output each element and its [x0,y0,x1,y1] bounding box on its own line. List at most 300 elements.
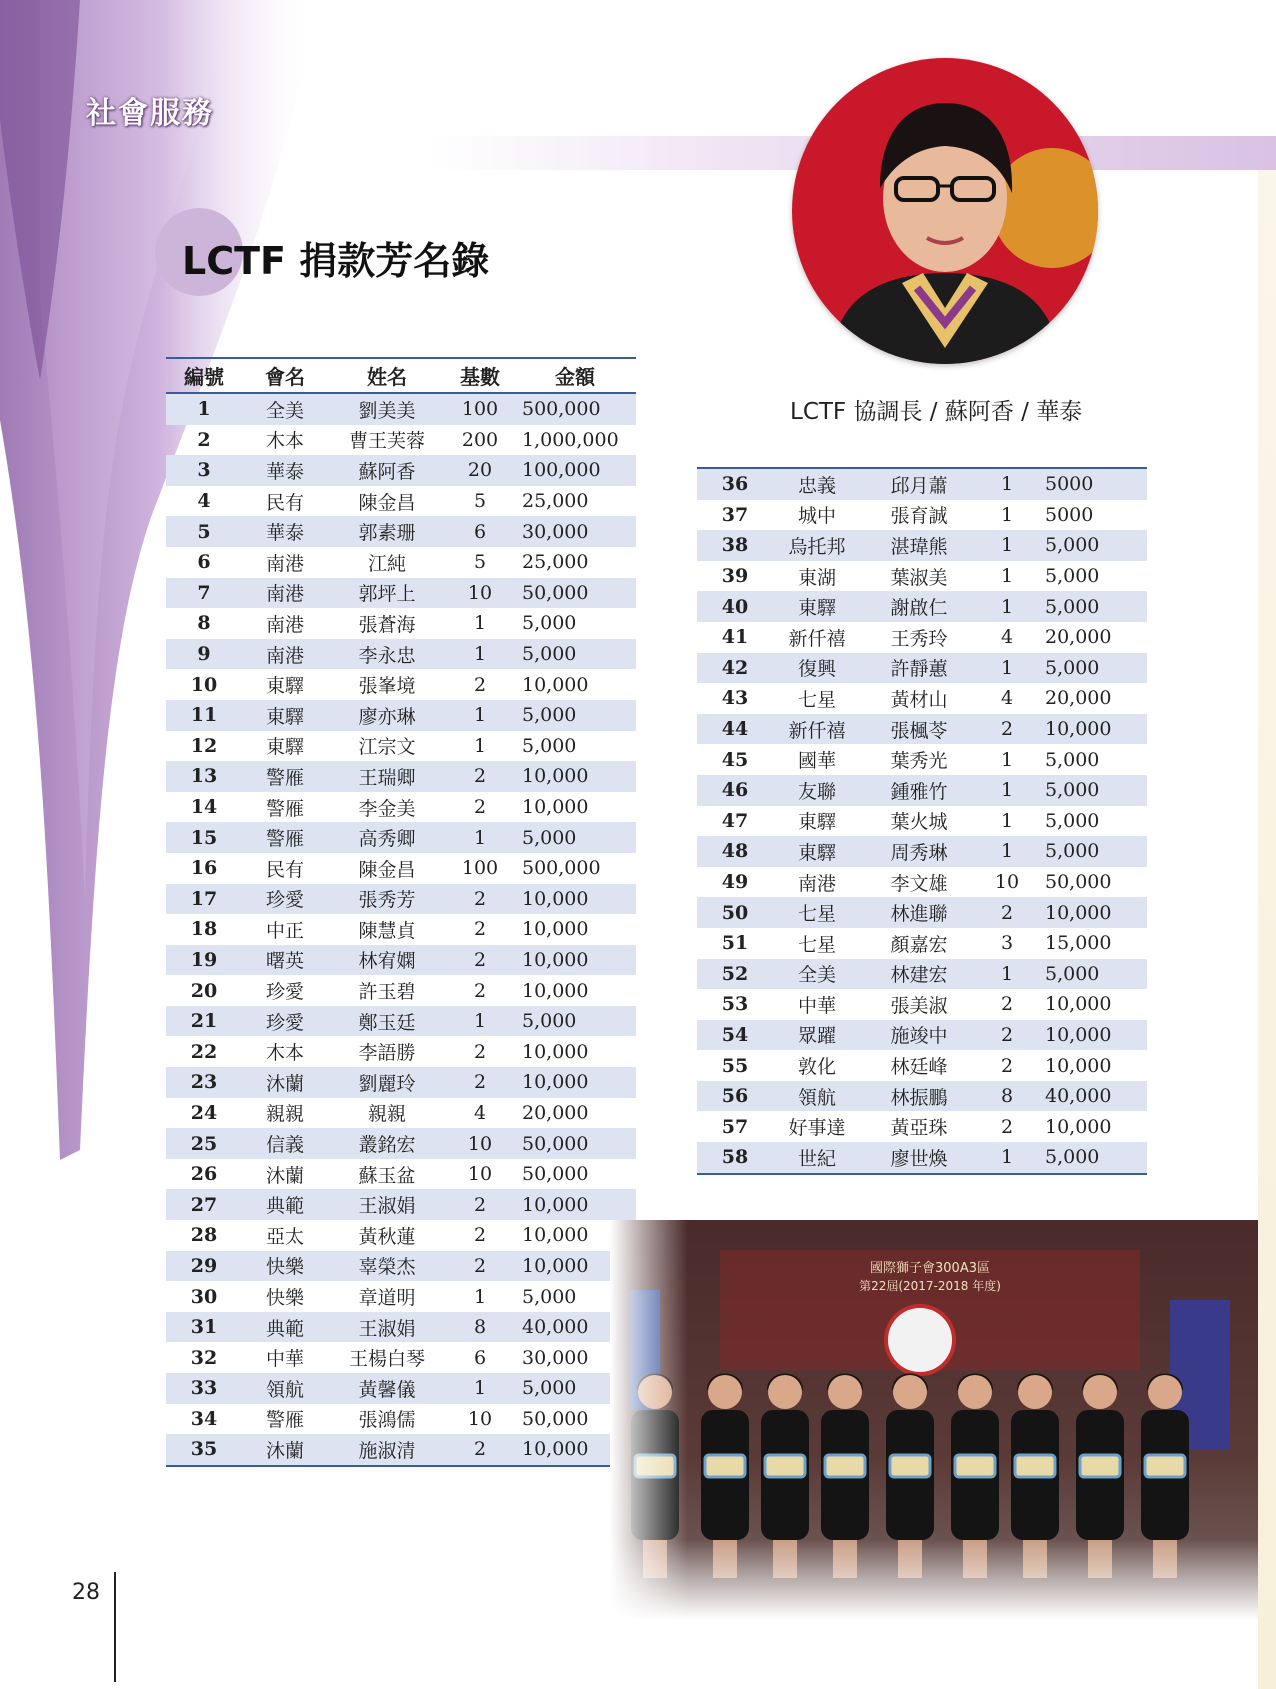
donor-name: 劉麗玲 [358,1072,416,1095]
units: 2 [473,979,487,1002]
row-number: 42 [721,656,749,679]
donor-name: 李永忠 [358,644,416,667]
row-number: 52 [721,962,749,985]
coordinator-portrait [792,58,1098,364]
units: 2 [1000,901,1014,924]
club-name: 珍愛 [265,1011,304,1034]
donor-name: 張楓苓 [890,719,948,742]
row-number: 7 [197,581,211,604]
units: 1 [1000,962,1014,985]
club-name: 沐蘭 [265,1439,304,1462]
club-name: 警雁 [265,828,304,851]
units: 2 [473,1254,487,1277]
amount: 5,000 [1045,595,1100,618]
club-name: 典範 [265,1195,304,1218]
units: 2 [1000,1115,1014,1138]
table-row [166,578,636,609]
donor-name: 王淑娟 [358,1195,416,1218]
donor-name: 張鴻儒 [358,1409,416,1432]
amount: 5,000 [522,1285,577,1308]
donor-name: 廖世煥 [890,1147,948,1170]
amount: 5,000 [1045,962,1100,985]
table-row [166,1006,636,1037]
amount: 10,000 [522,1224,589,1247]
donor-name: 黃秋蓮 [358,1225,416,1248]
column-header: 編號 [184,365,224,389]
row-number: 15 [190,826,218,849]
units: 1 [473,643,487,666]
table-row [166,608,636,639]
row-number: 37 [721,503,749,526]
row-number: 5 [197,520,211,543]
club-name: 木本 [265,1042,304,1065]
club-name: 全美 [265,399,304,422]
units: 1 [473,1010,487,1033]
units: 1 [1000,595,1014,618]
table-row [166,547,636,578]
row-number: 14 [190,796,218,819]
donor-name: 陳金昌 [358,491,416,514]
donor-name: 劉美美 [358,399,416,422]
amount: 10,000 [1045,718,1112,741]
donor-name: 曹王芙蓉 [348,430,425,453]
table-row [697,989,1147,1020]
column-header: 基數 [460,365,500,389]
club-name: 南港 [265,644,304,667]
donor-name: 廖亦琳 [358,705,416,728]
amount: 5,000 [1045,565,1100,588]
table-row [697,836,1147,867]
units: 2 [1000,718,1014,741]
amount: 10,000 [522,673,589,696]
club-name: 中華 [797,994,836,1017]
club-name: 全美 [797,964,836,987]
donor-name: 李金美 [358,797,416,820]
table-row [697,591,1147,622]
table-row [166,1434,636,1466]
row-number: 47 [721,809,749,832]
units: 10 [467,1407,493,1430]
row-number: 27 [190,1193,218,1216]
club-name: 世紀 [797,1147,836,1170]
donor-name: 邱月蕭 [890,474,948,497]
table-row [697,530,1147,561]
row-number: 51 [721,932,749,955]
donor-name: 許玉碧 [358,981,416,1004]
units: 8 [1000,1085,1014,1108]
amount: 10,000 [522,765,589,788]
amount: 5,000 [1045,748,1100,771]
table-row [166,1251,636,1282]
donor-name: 林進聯 [890,903,948,926]
club-name: 警雁 [265,766,304,789]
row-number: 26 [190,1163,218,1186]
club-name: 警雁 [265,1409,304,1432]
amount: 10,000 [522,887,589,910]
units: 100 [461,857,499,880]
club-name: 東驛 [797,841,836,864]
units: 1 [473,1285,487,1308]
amount: 40,000 [1045,1085,1112,1108]
club-name: 快樂 [265,1287,304,1310]
donor-table-right [697,467,1147,1175]
table-row [166,1189,636,1220]
column-header: 會名 [265,365,305,389]
club-name: 新仟禧 [788,719,846,742]
row-number: 38 [721,534,749,557]
row-number: 35 [190,1438,218,1461]
units: 1 [473,704,487,727]
units: 2 [473,1040,487,1063]
amount: 5,000 [522,1377,577,1400]
club-name: 南港 [265,613,304,636]
units: 2 [473,673,487,696]
table-row [697,683,1147,714]
row-number: 41 [721,626,749,649]
table-row [166,1159,636,1190]
club-name: 國華 [797,750,836,773]
donor-name: 郭坪上 [358,583,416,606]
table-row [697,959,1147,990]
row-number: 13 [190,765,218,788]
units: 4 [473,1101,487,1124]
table-row [697,622,1147,653]
amount: 30,000 [522,1346,589,1369]
club-name: 七星 [797,903,836,926]
row-number: 11 [190,704,218,727]
amount: 5,000 [522,704,577,727]
row-number: 18 [190,918,218,941]
table-row [697,468,1147,500]
units: 3 [1000,932,1014,955]
units: 5 [473,551,487,574]
donor-name: 鄭玉廷 [358,1011,416,1034]
table-row [697,500,1147,531]
page-number-rule [114,1572,116,1682]
club-name: 民有 [265,491,304,514]
club-name: 曙英 [265,950,304,973]
table-row [166,1404,636,1435]
donor-name: 王楊白琴 [348,1348,425,1371]
club-name: 領航 [265,1378,304,1401]
table-row [166,1342,636,1373]
amount: 50,000 [522,1407,589,1430]
row-number: 54 [721,1023,749,1046]
row-number: 30 [190,1285,218,1308]
row-number: 56 [721,1085,749,1108]
donor-name: 周秀琳 [890,841,948,864]
donor-name: 施淑清 [358,1439,416,1462]
row-number: 19 [190,948,218,971]
units: 2 [473,948,487,971]
donor-name: 林建宏 [890,964,948,987]
amount: 5000 [1045,503,1094,526]
row-number: 36 [721,473,749,496]
row-number: 53 [721,993,749,1016]
donor-name: 蘇玉盆 [358,1164,416,1187]
club-name: 中華 [265,1348,304,1371]
group-photo [610,1220,1258,1620]
row-number: 40 [721,595,749,618]
club-name: 南港 [797,872,836,895]
units: 1 [473,612,487,635]
units: 1 [1000,748,1014,771]
units: 1 [473,1377,487,1400]
table-row [697,744,1147,775]
amount: 10,000 [522,979,589,1002]
club-name: 城中 [797,505,836,528]
amount: 5,000 [522,826,577,849]
club-name: 東驛 [265,675,304,698]
club-name: 中正 [265,919,304,942]
units: 10 [467,1132,493,1155]
table-row [697,775,1147,806]
units: 1 [1000,779,1014,802]
amount: 50,000 [522,1163,589,1186]
table-row [166,914,636,945]
units: 1 [1000,473,1014,496]
amount: 10,000 [522,918,589,941]
table-row [166,1281,636,1312]
table-row [166,731,636,762]
units: 1 [473,734,487,757]
table-row [166,1036,636,1067]
amount: 25,000 [522,551,589,574]
club-name: 警雁 [265,797,304,820]
club-name: 木本 [265,430,304,453]
donor-name: 葉火城 [890,811,948,834]
donor-name: 陳慧貞 [358,919,416,942]
amount: 40,000 [522,1316,589,1339]
donor-name: 辜榮杰 [358,1256,416,1279]
amount: 5,000 [1045,1146,1100,1169]
donor-name: 黃馨儀 [358,1378,416,1401]
amount: 30,000 [522,520,589,543]
donor-name: 江純 [367,552,406,575]
donor-name: 李語勝 [358,1042,416,1065]
amount: 5000 [1045,473,1094,496]
donor-name: 黃亞珠 [890,1117,948,1140]
row-number: 24 [190,1101,218,1124]
row-number: 21 [190,1010,218,1033]
donor-name: 親親 [367,1103,406,1126]
table-row [166,792,636,823]
donor-name: 叢銘宏 [358,1134,416,1157]
row-number: 25 [190,1132,218,1155]
donor-name: 張秀芳 [358,889,416,912]
club-name: 珍愛 [265,981,304,1004]
amount: 10,000 [1045,993,1112,1016]
units: 1 [1000,565,1014,588]
table-row [166,425,636,456]
club-name: 好事達 [788,1117,846,1140]
club-name: 領航 [797,1086,836,1109]
amount: 10,000 [522,1254,589,1277]
amount: 5,000 [1045,656,1100,679]
amount: 5,000 [1045,534,1100,557]
table-row [697,897,1147,928]
donor-name: 黃材山 [890,688,948,711]
club-name: 信義 [265,1134,304,1157]
table-row [166,455,636,486]
units: 2 [1000,1023,1014,1046]
amount: 5,000 [522,643,577,666]
amount: 10,000 [522,948,589,971]
row-number: 23 [190,1071,218,1094]
club-name: 東驛 [265,736,304,759]
club-name: 華泰 [265,460,304,483]
row-number: 8 [197,612,211,635]
units: 2 [473,796,487,819]
units: 10 [994,871,1020,894]
club-name: 眾躍 [797,1025,836,1048]
club-name: 亞太 [265,1225,304,1248]
table-row [166,393,636,425]
row-number: 12 [190,734,218,757]
row-number: 32 [190,1346,218,1369]
row-number: 49 [721,871,749,894]
units: 2 [473,887,487,910]
row-number: 9 [197,643,211,666]
club-name: 南港 [265,583,304,606]
table-row [166,1128,636,1159]
club-name: 東驛 [797,811,836,834]
units: 2 [473,1071,487,1094]
row-number: 58 [721,1146,749,1169]
donor-name: 王秀玲 [890,627,948,650]
donor-name: 張美淑 [890,994,948,1017]
donor-name: 李文雄 [890,872,948,895]
amount: 5,000 [1045,809,1100,832]
row-number: 45 [721,748,749,771]
club-name: 七星 [797,933,836,956]
units: 4 [1000,626,1014,649]
donor-name: 江宗文 [358,736,416,759]
row-number: 55 [721,1054,749,1077]
club-name: 快樂 [265,1256,304,1279]
donor-name: 高秀卿 [358,828,416,851]
portrait-caption: LCTF 協調長 / 蘇阿香 / 華泰 [790,399,1083,425]
donor-name: 謝啟仁 [890,597,948,620]
units: 5 [473,490,487,513]
units: 100 [461,398,499,421]
column-header: 姓名 [367,365,407,389]
club-name: 七星 [797,688,836,711]
amount: 5,000 [522,612,577,635]
amount: 10,000 [522,796,589,819]
table-row [166,1312,636,1343]
club-name: 東湖 [797,566,836,589]
amount: 10,000 [1045,1115,1112,1138]
club-name: 沐蘭 [265,1164,304,1187]
table-row [697,714,1147,745]
row-number: 6 [197,551,211,574]
club-name: 親親 [265,1103,304,1126]
donor-name: 章道明 [358,1287,416,1310]
amount: 10,000 [1045,1054,1112,1077]
units: 200 [461,428,499,451]
table-row [166,669,636,700]
units: 1 [1000,1146,1014,1169]
units: 1 [1000,809,1014,832]
row-number: 28 [190,1224,218,1247]
row-number: 3 [197,459,211,482]
units: 1 [1000,840,1014,863]
row-number: 50 [721,901,749,924]
donor-name: 林廷峰 [890,1056,948,1079]
table-row [697,806,1147,837]
donor-table-left [166,357,636,1467]
units: 6 [473,520,487,543]
table-row [166,639,636,670]
amount: 5,000 [522,1010,577,1033]
club-name: 友聯 [797,780,836,803]
row-number: 4 [197,490,211,513]
donor-name: 鍾雅竹 [890,780,948,803]
table-row [697,1050,1147,1081]
donor-name: 顏嘉宏 [890,933,948,956]
row-number: 46 [721,779,749,802]
amount: 10,000 [522,1193,589,1216]
club-name: 烏托邦 [788,535,846,558]
amount: 5,000 [1045,779,1100,802]
units: 2 [473,1438,487,1461]
units: 4 [1000,687,1014,710]
table-row [166,975,636,1006]
club-name: 東驛 [265,705,304,728]
donor-name: 王瑞卿 [358,766,416,789]
table-row [166,761,636,792]
amount: 1,000,000 [522,428,619,451]
row-number: 43 [721,687,749,710]
row-number: 44 [721,718,749,741]
row-number: 10 [190,673,218,696]
row-number: 48 [721,840,749,863]
units: 1 [473,826,487,849]
amount: 10,000 [522,1071,589,1094]
units: 2 [1000,993,1014,1016]
donor-name: 張峯境 [358,675,416,698]
amount: 10,000 [1045,901,1112,924]
units: 20 [467,459,493,482]
amount: 5,000 [522,734,577,757]
club-name: 沐蘭 [265,1072,304,1095]
page-edge-strip [1258,170,1276,1689]
table-row [697,653,1147,684]
table-row [166,822,636,853]
table-row [166,516,636,547]
row-number: 1 [197,398,211,421]
row-number: 17 [190,887,218,910]
amount: 5,000 [1045,840,1100,863]
row-number: 20 [190,979,218,1002]
table-row [166,1067,636,1098]
units: 2 [1000,1054,1014,1077]
donor-name: 林宥嫻 [358,950,416,973]
table-row [697,1020,1147,1051]
table-row [166,945,636,976]
donor-name: 許靜蕙 [890,658,948,681]
row-number: 57 [721,1115,749,1138]
table-row [166,700,636,731]
amount: 50,000 [522,1132,589,1155]
club-name: 東驛 [797,597,836,620]
table-row [697,867,1147,898]
club-name: 敦化 [797,1056,836,1079]
amount: 500,000 [522,857,601,880]
amount: 10,000 [522,1040,589,1063]
units: 10 [467,581,493,604]
